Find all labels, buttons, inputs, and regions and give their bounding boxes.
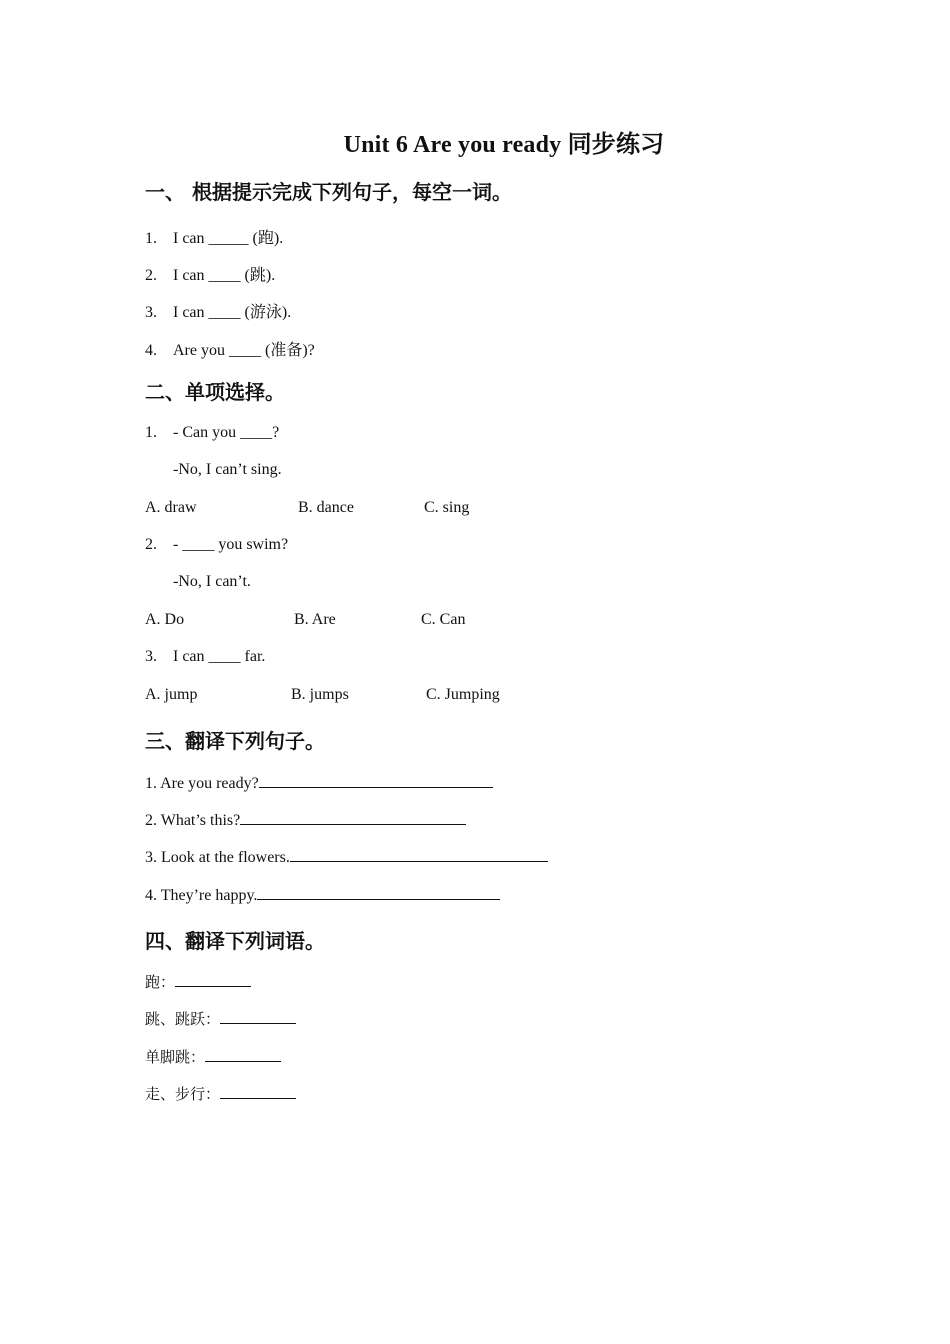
section-3-heading: 三、翻译下列句子。 xyxy=(145,729,325,753)
s3-item-4 xyxy=(145,885,500,905)
s2-q3-option-a: A. jump xyxy=(145,686,198,703)
s2-q1-line1 xyxy=(145,424,279,442)
s2-q1-option-a: A. draw xyxy=(145,499,197,516)
s3-item-2 xyxy=(145,810,466,830)
s2-q1-option-b: B. dance xyxy=(298,499,354,516)
s1-item-2-text: I can ____ (跳). xyxy=(173,267,276,284)
s4-item-3-text: 单脚跳： xyxy=(145,1048,206,1066)
section-2-heading: 二、单项选择。 xyxy=(145,380,285,404)
s4-item-1-answer-line[interactable] xyxy=(175,972,251,987)
s2-q2-num: 2. xyxy=(145,536,157,553)
s1-item-2-num: 2. xyxy=(145,267,157,284)
s4-item-2-answer-line[interactable] xyxy=(220,1009,296,1024)
s2-q2-line1 xyxy=(145,536,288,554)
s1-item-2 xyxy=(145,262,275,285)
page-title: Unit 6 Are you ready 同步练习 xyxy=(343,132,665,158)
s3-item-2-answer-line[interactable] xyxy=(240,810,466,825)
s2-q1-num: 1. xyxy=(145,424,157,441)
s4-item-4 xyxy=(145,1083,296,1104)
s2-q2-option-b: B. Are xyxy=(294,611,336,628)
s3-item-3-answer-line[interactable] xyxy=(290,847,548,862)
s4-item-2 xyxy=(145,1008,296,1029)
s2-q1-option-c: C. sing xyxy=(424,499,470,516)
s4-item-4-text: 走、步行： xyxy=(145,1085,221,1103)
s3-item-3-text: 3. Look at the flowers. xyxy=(145,849,290,866)
s3-item-3 xyxy=(145,847,548,867)
s3-item-4-answer-line[interactable] xyxy=(257,885,500,900)
s2-q3-option-b: B. jumps xyxy=(291,686,349,703)
s4-item-1-text: 跑： xyxy=(145,973,176,991)
s3-item-1-answer-line[interactable] xyxy=(259,773,493,788)
s1-item-4 xyxy=(145,337,315,360)
s1-item-1 xyxy=(145,225,283,248)
s2-q2-line2: -No, I can’t. xyxy=(173,573,251,590)
s1-item-3-num: 3. xyxy=(145,304,157,321)
s2-q2-text: - ____ you swim? xyxy=(173,536,289,553)
s2-q1-text: - Can you ____? xyxy=(173,424,280,441)
section-4-heading: 四、翻译下列词语。 xyxy=(145,929,325,953)
s4-item-1 xyxy=(145,971,251,992)
s1-item-3-text: I can ____ (游泳). xyxy=(173,304,292,321)
s1-item-4-num: 4. xyxy=(145,342,157,359)
s1-item-1-num: 1. xyxy=(145,230,157,247)
section-1-heading: 一、 根据提示完成下列句子，每空一词。 xyxy=(145,180,512,204)
s1-item-1-text: I can _____ (跑). xyxy=(173,230,284,247)
s3-item-4-text: 4. They’re happy. xyxy=(145,887,258,904)
s2-q3-text: I can ____ far. xyxy=(173,648,266,665)
s1-item-4-text: Are you ____ (准备)? xyxy=(173,342,315,359)
s2-q2-option-c: C. Can xyxy=(421,611,466,628)
s3-item-1-text: 1. Are you ready? xyxy=(145,775,259,792)
s4-item-3-answer-line[interactable] xyxy=(205,1047,281,1062)
s2-q3-line1 xyxy=(145,648,265,666)
s4-item-2-text: 跳、跳跃： xyxy=(145,1010,221,1028)
s2-q2-option-a: A. Do xyxy=(145,611,185,628)
s2-q3-option-c: C. Jumping xyxy=(426,686,500,703)
s2-q1-line2: -No, I can’t sing. xyxy=(173,461,282,478)
s3-item-2-text: 2. What’s this? xyxy=(145,812,241,829)
s3-item-1 xyxy=(145,773,493,793)
s4-item-4-answer-line[interactable] xyxy=(220,1084,296,1099)
s2-q3-num: 3. xyxy=(145,648,157,665)
s1-item-3 xyxy=(145,299,291,322)
s4-item-3 xyxy=(145,1046,281,1067)
